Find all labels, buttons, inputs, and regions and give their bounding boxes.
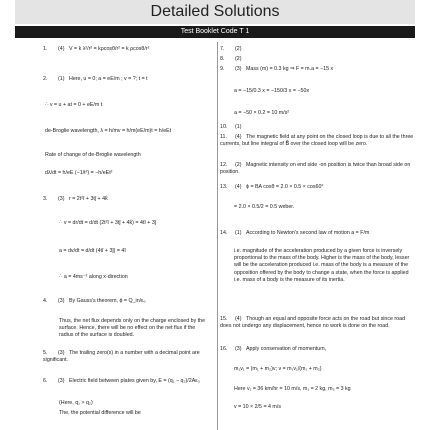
solution-line: Mass (m) = 0.3 kg ⇒ F = m.a = −15 x	[246, 66, 334, 72]
answer-option: (1)	[235, 124, 242, 130]
answer-option: (4)	[235, 184, 242, 190]
solution-line: a = −15/0.3 x = −150/3 x = −50x	[234, 88, 310, 94]
solution-line: Apply conservation of momentum,	[246, 346, 327, 352]
solution-line: Here v₁ = 36 km/hr = 10 m/s, m₁ = 2 kg, m₂ = 3 kg	[234, 386, 351, 392]
solution-line: = 2.0 × 0.5/2 = 0.5 weber.	[234, 204, 295, 210]
question-2	[43, 76, 148, 83]
solution-line: ∴ v = u + at = 0 + eE/m t	[45, 102, 103, 108]
question-number: 3.	[43, 196, 48, 202]
question-number: 4.	[43, 298, 48, 304]
question-number: 2.	[43, 76, 48, 82]
answer-option: (4)	[235, 316, 242, 322]
question-number: 13.	[220, 184, 228, 190]
answer-option: (3)	[58, 378, 65, 384]
solution-paragraph: Thus, the net flux depends only on the charge enclosed by the surface. Hence, there will be no effect on the net flux if the radius of the surface is doubled.	[59, 318, 206, 339]
answer-option: (3)	[58, 350, 65, 356]
question-number: 1.	[43, 46, 48, 52]
solution-paragraph: The trailing zero(s) in a number with a decimal point are significant.	[43, 350, 200, 364]
question-10	[220, 124, 246, 131]
question-16	[220, 346, 326, 353]
question-15	[220, 316, 416, 330]
solution-line: ∴ a = 4ms⁻² along x-direction	[59, 274, 128, 280]
answer-option: (1)	[235, 230, 242, 236]
solution-paragraph: Though an equal and opposite force acts on the road but since road does not undergo any displacement, hence no work is done on the road.	[220, 316, 406, 330]
booklet-code-bar: Test Booklet Code T 1	[15, 26, 415, 38]
solution-line: V = k λ²/r² = kρcosθ/r² = k ρcosθ/r²	[69, 46, 150, 52]
question-number: 7.	[220, 46, 225, 52]
question-number: 15.	[220, 316, 228, 322]
answer-option: (4)	[58, 46, 65, 52]
solution-line: (Here, q₁ > q₂)	[59, 400, 93, 406]
question-1	[43, 46, 149, 53]
solution-line: m₁v₁ = (m₁ + m₂)v; v = m₁v₁/(m₁ + m₂)	[234, 366, 322, 372]
question-number: 10.	[220, 124, 228, 130]
solution-line: de-Broglie wavelength, λ = h/mv = h/m(eE/m)t = h/eEt	[45, 128, 172, 134]
solution-line: Here, u = 0; a = eE/m ; v = ?; t = t	[69, 76, 148, 82]
solution-paragraph: The magnetic field at any point on the closed loop is due to all the three currents, but line integral of B⃗ over the closed loop will be zero.	[220, 134, 414, 148]
answer-option: (2)	[235, 56, 242, 62]
question-14	[220, 230, 369, 237]
answer-option: (3)	[235, 346, 242, 352]
solution-line: Rate of change of de-Broglie wavelength	[45, 152, 141, 158]
question-12	[220, 162, 416, 176]
question-6	[43, 378, 200, 385]
solution-line: Electric field between plates given by, E = (q₁ − q₂)/2Aε₀	[69, 378, 200, 384]
solution-line: ϕ = BA cosθ = 2.0 × 0.5 × cos60°	[246, 184, 324, 190]
question-number: 12.	[220, 162, 228, 168]
answer-option: (2)	[235, 46, 242, 52]
solution-line: By Gauss's theorem, ϕ = Q_in/ε₀	[69, 298, 146, 304]
solution-line: v = 10 × 2/5 = 4 m/s	[234, 404, 281, 410]
question-7	[220, 46, 246, 53]
page-title: Detailed Solutions	[15, 0, 415, 24]
solution-paragraph: Magnetic intensity on end side -on position is twice than broad side on position.	[220, 162, 411, 176]
solution-paragraph: i.e. magnitude of the acceleration produced by a given force is inversely proportional to the mass of the body. Higher is the mass of the body, lesser will be the acceleration produced i.e. mass of the body is a measure of the opposition offered by the body to change a state, when the force is applied i.e. mass of a body is the measure of its inertia.	[234, 248, 410, 283]
answer-option: (4)	[235, 134, 242, 140]
column-divider	[217, 42, 218, 430]
question-number: 8.	[220, 56, 225, 62]
question-number: 14.	[220, 230, 228, 236]
question-11	[220, 134, 416, 148]
solution-line: a = −50 × 0.2 = 10 m/s²	[234, 110, 290, 116]
answer-option: (1)	[58, 76, 65, 82]
solution-line: a = dv/dt = d/dt (4tî + 3ĵ) = 4î	[59, 248, 126, 254]
question-3	[43, 196, 108, 203]
answer-option: (3)	[58, 196, 65, 202]
solution-line: According to Newton's second law of motion a = F/m	[246, 230, 370, 236]
question-number: 5.	[43, 350, 48, 356]
solution-line: The, the potential difference will be	[59, 410, 141, 416]
answer-option: (3)	[58, 298, 65, 304]
question-number: 11.	[220, 134, 227, 140]
question-number: 16.	[220, 346, 228, 352]
question-13	[220, 184, 324, 191]
question-5	[43, 350, 211, 364]
question-number: 9.	[220, 66, 225, 72]
question-8	[220, 56, 246, 63]
solution-line: r = 2t²î + 3tĵ + 4k̂	[69, 196, 108, 202]
answer-option: (3)	[235, 66, 242, 72]
answer-option: (2)	[235, 162, 242, 168]
question-4	[43, 298, 146, 305]
question-number: 6.	[43, 378, 48, 384]
solution-line: dλ/dt = h/eE (−1/t²) = −h/eEt²	[45, 170, 113, 176]
question-9	[220, 66, 333, 73]
solution-line: ∴ v = dr/dt = d/dt (2t²î + 3tĵ + 4k̂) = 4tî + 3ĵ	[59, 220, 156, 226]
